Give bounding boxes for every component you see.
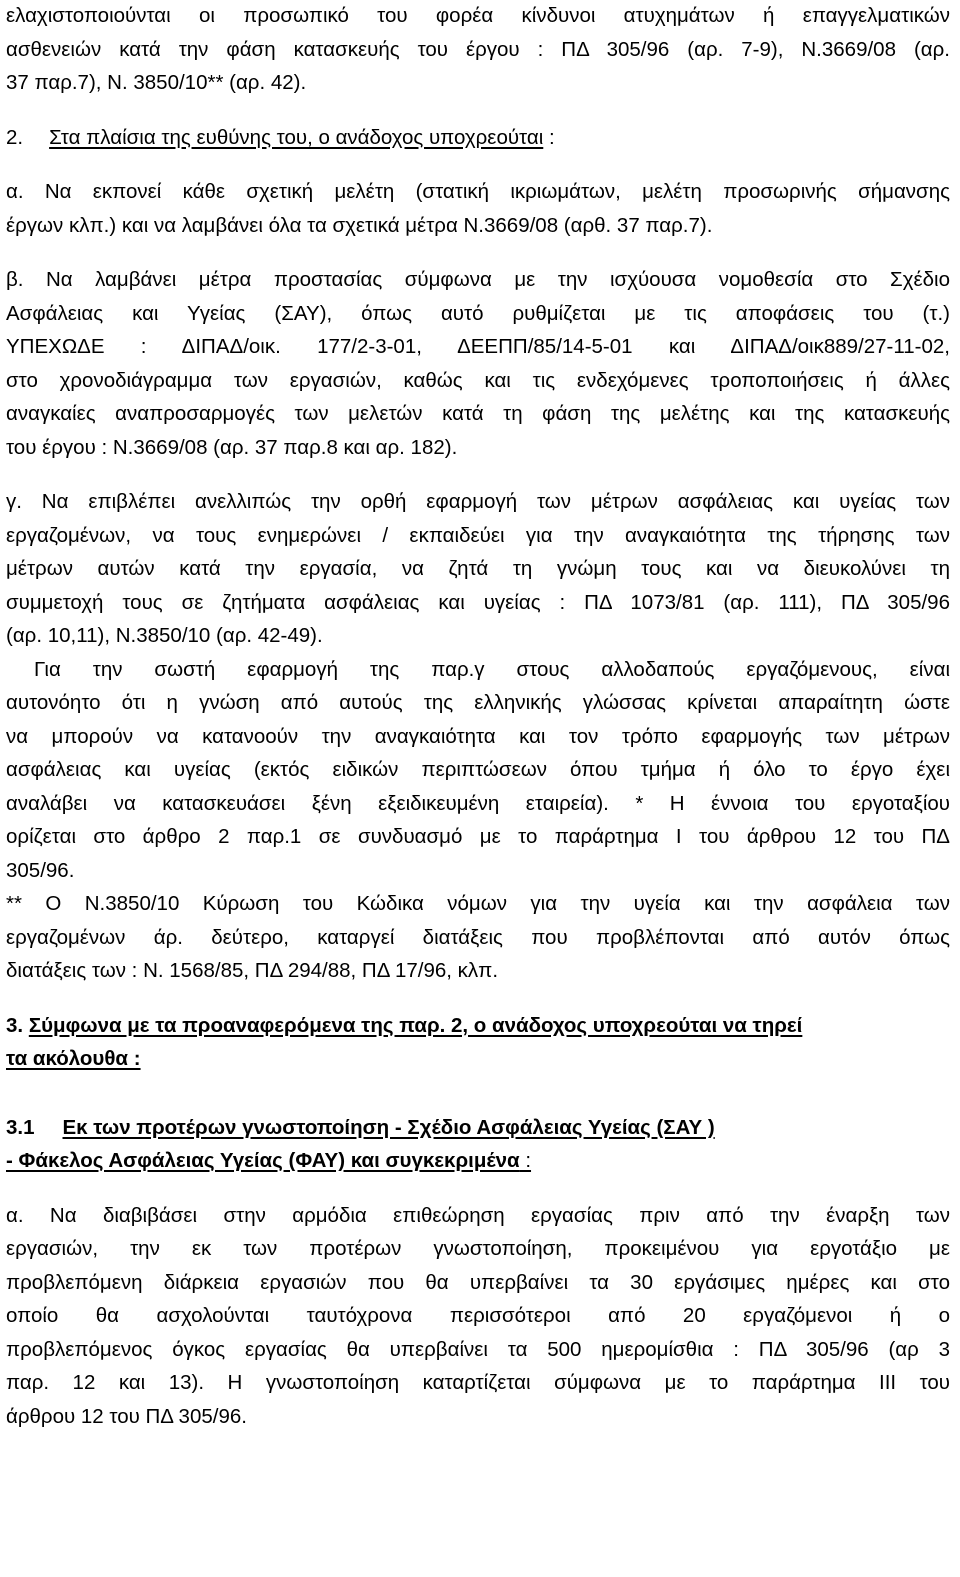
paragraph-line: μέτρων αυτών κατά την εργασία, να ζητά τη γνώμη τους και να διευκολύνει τη [6, 557, 950, 580]
paragraph-line: αυτονόητο ότι η γνώση από αυτούς της ελληνικής γλώσσας κρίνεται απαραίτητη ώστε [6, 691, 950, 714]
section-number: 3. [6, 1013, 24, 1037]
paragraph-line: ΥΠΕΧΩΔΕ : ΔΙΠΑΔ/οικ. 177/2-3-01, ΔΕΕΠΠ/85/14-5-01 και ΔΙΠΑΔ/οικ889/27-11-02, [6, 335, 950, 358]
paragraph-line: Ασφάλειας και Υγείας (ΣΑΥ), όπως αυτό ρυθμίζεται με τις αποφάσεις του (τ.) [6, 301, 950, 325]
paragraph-line: αναγκαίες αναπροσαρμογές των μελετών κατά τη φάση της μελέτης και της κατασκευής [6, 402, 950, 425]
paragraph-line: 37 παρ.7), Ν. 3850/10** (αρ. 42). [6, 71, 307, 94]
paragraph-line: εργαζομένων, να τους ενημερώνει / εκπαιδεύει για την αναγκαιότητα της τήρησης των [6, 523, 950, 547]
section-heading-suffix: : [543, 125, 555, 149]
section-heading-text: - Φάκελος Ασφάλειας Υγείας (ΦΑΥ) και συγκεκριμένα [6, 1149, 520, 1172]
note-paragraph [6, 653, 950, 888]
paragraph-line: Για την σωστή εφαρμογή της παρ.γ στους αλλοδαπούς εργαζόμενους, είναι [34, 657, 950, 681]
paragraph-line: β. Να λαμβάνει μέτρα προστασίας σύμφωνα με την ισχύουσα νομοθεσία στο Σχέδιο [6, 268, 950, 291]
paragraph-line: προβλεπόμενος όγκος εργασίας θα υπερβαίνει τα 500 ημερομίσθια : ΠΔ 305/96 (αρ 3 [6, 1337, 950, 1361]
paragraph-line: α. Να εκπονεί κάθε σχετική μελέτη (στατική ικριωμάτων, μελέτη προσωρινής σήμανσης [6, 180, 950, 203]
section-heading-line [6, 1144, 950, 1178]
paragraph-line: να μπορούν να κατανοούν την αναγκαιότητα και τον τρόπο εφαρμογής των μέτρων [6, 724, 950, 748]
section-heading-text: Στα πλαίσια της ευθύνης του, ο ανάδοχος υποχρεούται [49, 125, 544, 149]
item-3-1-a-paragraph [6, 1199, 950, 1434]
section-number: 3.1 [6, 1115, 35, 1139]
paragraph-line: αναλάβει να κατασκευάσει ξένη εξειδικευμένη εταιρεία). * Η έννοια του εργοταξίου [6, 791, 950, 815]
item-b-paragraph [6, 263, 950, 464]
section-heading-line [6, 1042, 950, 1076]
section-heading-text: τα ακόλουθα : [6, 1047, 141, 1070]
paragraph-line: (αρ. 10,11), Ν.3850/10 (αρ. 42-49). [6, 624, 323, 647]
paragraph-line: οποίο θα ασχολούνται ταυτόχρονα περισσότεροι από 20 εργαζόμενοι ή ο [6, 1304, 950, 1327]
section-heading-suffix: : [519, 1149, 532, 1172]
paragraph-line: προβλεπόμενη διάρκεια εργασιών που θα υπερβαίνει τα 30 εργάσιμες ημέρες και στο [6, 1270, 950, 1294]
paragraph-line: ** Ο Ν.3850/10 Κύρωση του Κώδικα νόμων για την υγεία και την ασφάλεια των [6, 892, 950, 915]
section-number: 2. [6, 125, 24, 149]
section-heading-line [6, 1009, 950, 1043]
paragraph-line: στο χρονοδιάγραμμα των εργασιών, καθώς και τις ενδεχόμενες τροποποιήσεις ή άλλες [6, 368, 950, 392]
section-heading-text: Σύμφωνα με τα προαναφερόμενα της παρ. 2, ο ανάδοχος υποχρεούται να τηρεί [28, 1013, 803, 1037]
paragraph-line: έργων κλπ.) και να λαμβάνει όλα τα σχετικά μέτρα Ν.3669/08 (αρθ. 37 παρ.7). [6, 213, 713, 237]
section-3-heading [6, 1009, 950, 1076]
paragraph-line: άρθρου 12 του ΠΔ 305/96. [6, 1404, 247, 1428]
item-c-paragraph [6, 485, 950, 653]
paragraph-line: ελαχιστοποιούνται οι προσωπικό του φορέα κίνδυνοι ατυχημάτων ή επαγγελματικών [6, 4, 950, 27]
paragraph-line: εργασιών, την εκ των προτέρων γνωστοποίηση, προκειμένου για εργοτάξιο με [6, 1237, 950, 1260]
paragraph-line: ασφάλειας και υγείας (εκτός ειδικών περιπτώσεων όπου τμήμα ή όλο το έργο έχει [6, 758, 950, 781]
section-heading-text: Εκ των προτέρων γνωστοποίηση - Σχέδιο Ασφάλειας Υγείας (ΣΑΥ ) [62, 1115, 715, 1139]
paragraph-line: γ. Να επιβλέπει ανελλιπώς την ορθή εφαρμογή των μέτρων ασφάλειας και υγείας των [6, 490, 950, 513]
paragraph-line: εργαζομένων άρ. δεύτερο, καταργεί διατάξεις που προβλέπονται από αυτόν όπως [6, 925, 950, 949]
paragraph-line: ασθενειών κατά την φάση κατασκευής του έργου : ΠΔ 305/96 (αρ. 7-9), Ν.3669/08 (αρ. [6, 37, 950, 61]
section-2-heading [6, 121, 950, 155]
footnote-paragraph [6, 887, 950, 988]
paragraph-line: συμμετοχή τους σε ζητήματα ασφάλειας και υγείας : ΠΔ 1073/81 (αρ. 111), ΠΔ 305/96 [6, 590, 950, 614]
paragraph-line: ορίζεται στο άρθρο 2 παρ.1 σε συνδυασμό με το παράρτημα Ι του άρθρου 12 του ΠΔ [6, 825, 950, 848]
item-a-paragraph [6, 175, 950, 242]
paragraph-line: 305/96. [6, 858, 75, 882]
section-heading-line [6, 1111, 950, 1145]
paragraph-line: του έργου : Ν.3669/08 (αρ. 37 παρ.8 και αρ. 182). [6, 435, 458, 459]
intro-paragraph [6, 0, 950, 100]
paragraph-line: διατάξεις των : Ν. 1568/85, ΠΔ 294/88, ΠΔ 17/96, κλπ. [6, 959, 499, 982]
paragraph-line: παρ. 12 και 13). Η γνωστοποίηση καταρτίζεται σύμφωνα με το παράρτημα ΙΙΙ του [6, 1371, 950, 1394]
paragraph-line: α. Να διαβιβάσει στην αρμόδια επιθεώρηση εργασίας πριν από την έναρξη των [6, 1203, 950, 1227]
section-3-1-heading [6, 1111, 950, 1178]
